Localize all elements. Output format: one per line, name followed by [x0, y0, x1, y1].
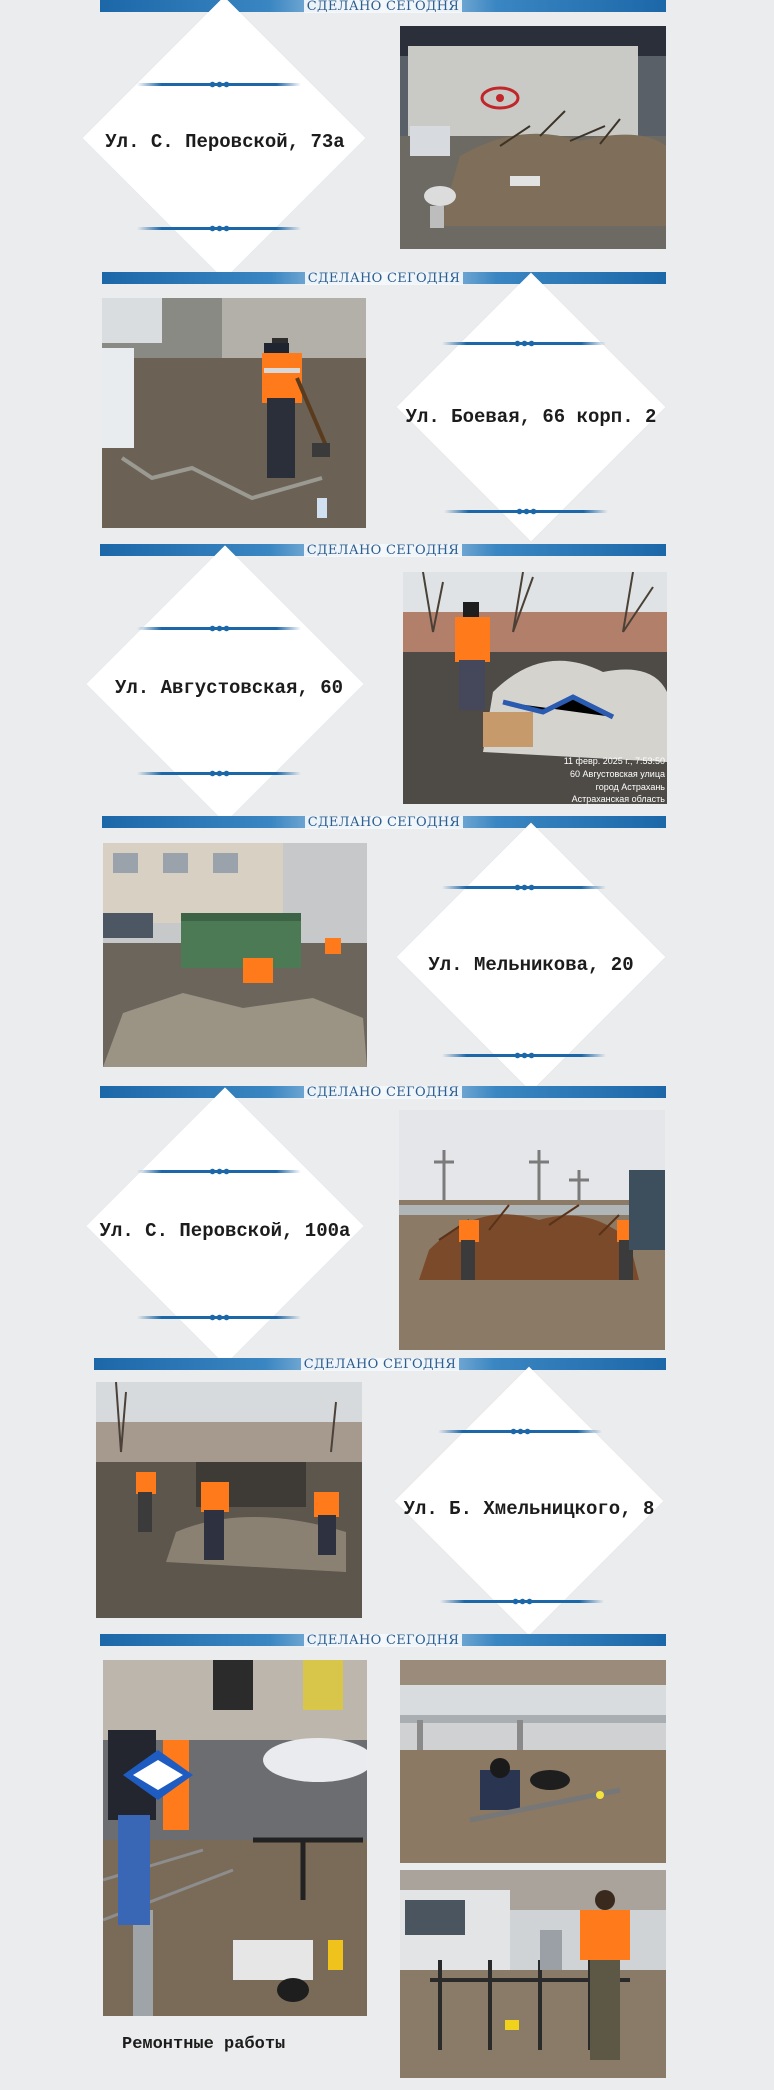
address-label: Ул. Августовская, 60 — [114, 677, 344, 699]
address-label: Ул. Б. Хмельницкого, 8 — [403, 1498, 655, 1520]
ornament-divider — [137, 772, 301, 775]
address-label: Ул. Мельникова, 20 — [428, 954, 634, 976]
photo-cemetery-branches — [399, 1110, 665, 1350]
photo-fence-welding — [400, 1870, 666, 2078]
banner-text: СДЕЛАНО СЕГОДНЯ — [304, 544, 462, 557]
section-banner — [100, 1086, 666, 1098]
ornament-divider — [442, 886, 606, 889]
section-banner — [100, 544, 666, 556]
address-diamond — [382, 1368, 676, 1636]
ornament-divider — [444, 510, 608, 513]
ornament-divider — [137, 627, 301, 630]
photo-worker-shovel — [102, 298, 366, 528]
ornament-divider — [137, 1316, 301, 1319]
photo-worker-garbage — [403, 572, 667, 804]
repairs-caption: Ремонтные работы — [122, 2035, 286, 2054]
banner-text: СДЕЛАНО СЕГОДНЯ — [304, 1634, 462, 1647]
address-diamond — [82, 1098, 372, 1358]
address-diamond — [386, 826, 676, 1086]
ornament-divider — [442, 1054, 606, 1057]
banner-text: СДЕЛАНО СЕГОДНЯ — [304, 0, 462, 13]
banner-text: СДЕЛАНО СЕГОДНЯ — [305, 272, 463, 285]
photo-workers-debris — [96, 1382, 362, 1618]
address-diamond — [386, 282, 676, 542]
address-diamond — [82, 556, 372, 816]
banner-text: СДЕЛАНО СЕГОДНЯ — [301, 1358, 459, 1371]
ornament-divider — [440, 1600, 604, 1603]
address-label: Ул. Боевая, 66 корп. 2 — [405, 406, 657, 428]
address-label: Ул. С. Перовской, 100а — [99, 1220, 351, 1242]
address-label: Ул. С. Перовской, 73а — [105, 131, 345, 153]
photo-stamp-line: Астраханская область — [571, 794, 665, 804]
photo-trash-heap-wall — [400, 26, 666, 249]
photo-stamp-line: город Астрахань — [595, 782, 665, 792]
ornament-divider — [442, 342, 606, 345]
photo-stamp-line: 60 Августовская улица — [570, 769, 665, 779]
section-banner — [100, 1634, 666, 1646]
banner-text: СДЕЛАНО СЕГОДНЯ — [304, 1086, 462, 1099]
banner-text: СДЕЛАНО СЕГОДНЯ — [305, 816, 463, 829]
ornament-divider — [137, 1170, 301, 1173]
address-diamond — [82, 10, 372, 272]
photo-pipe-welding — [400, 1660, 666, 1863]
photo-road-sign — [103, 1660, 367, 2016]
photo-stamp-line: 11 февр. 2025 г., 7:53:50 — [563, 756, 665, 766]
photo-containers — [103, 843, 367, 1067]
ornament-divider — [438, 1430, 602, 1433]
ornament-divider — [137, 83, 301, 86]
ornament-divider — [137, 227, 301, 230]
